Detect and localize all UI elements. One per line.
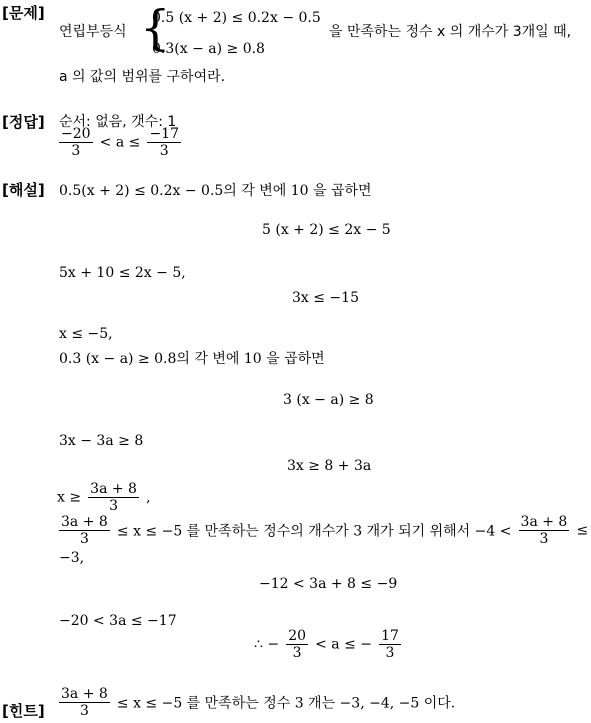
therefore-symbol: ∴ − bbox=[254, 636, 280, 653]
answer-middle: < a ≤ bbox=[99, 134, 141, 151]
hint-content bbox=[57, 686, 455, 719]
answer-fraction-upper: $\frac{-17}{3}$ bbox=[149, 126, 179, 159]
system-brace: { bbox=[140, 0, 171, 56]
solution-step-5: x ≤ −5, bbox=[59, 326, 113, 342]
solution-step-11-end: ≤ bbox=[576, 522, 589, 539]
solution-step-14: −20 < 3a ≤ −17 bbox=[59, 613, 177, 629]
problem-prefix: 연립부등식 bbox=[59, 24, 127, 40]
conclusion-fraction-upper: $\frac{17}{3}$ bbox=[381, 628, 399, 661]
hint-fraction: $\frac{3a + 8}{3}$ bbox=[61, 686, 108, 719]
solution-step-6: 0.3 (x − a) ≥ 0.8의 각 변에 10 을 곱하면 bbox=[59, 351, 325, 367]
solution-step-9: 3x ≥ 8 + 3a bbox=[287, 458, 372, 474]
problem-suffix: 을 만족하는 정수 x 의 개수가 3개일 때, bbox=[329, 24, 572, 40]
problem-inequality-2: 0.3(x − a) ≥ 0.8 bbox=[152, 41, 265, 57]
answer-label: [정답] bbox=[2, 113, 45, 131]
solution-step-11-middle: ≤ x ≤ −5 를 만족하는 정수의 개수가 3 개가 되기 위해서 −4 < bbox=[116, 523, 512, 540]
conclusion-middle: < a ≤ − bbox=[315, 636, 372, 653]
solution-step-12: −3, bbox=[59, 550, 85, 566]
conclusion-fraction-lower: $\frac{20}{3}$ bbox=[288, 628, 307, 661]
solution-step-11 bbox=[57, 514, 588, 547]
solution-step-4: 3x ≤ −15 bbox=[292, 290, 359, 306]
problem-line-2: a 의 값의 범위를 구하여라. bbox=[59, 69, 226, 85]
solution-step-10-fraction: $\frac{3a + 8}{3}$ bbox=[90, 481, 137, 514]
solution-conclusion bbox=[254, 628, 403, 661]
solution-step-7: 3 (x − a) ≥ 8 bbox=[283, 392, 374, 408]
answer-fraction-lower: $\frac{-20}{3}$ bbox=[61, 126, 91, 159]
solution-step-10-prefix: x ≥ bbox=[57, 489, 82, 506]
solution-label: [해설] bbox=[2, 181, 45, 199]
hint-text: ≤ x ≤ −5 를 만족하는 정수 3 개는 −3, −4, −5 이다. bbox=[116, 695, 456, 712]
hint-label: [힌트] bbox=[2, 702, 45, 720]
solution-step-1: 0.5(x + 2) ≤ 0.2x − 0.5의 각 변에 10 을 곱하면 bbox=[59, 183, 372, 199]
answer-line-1: 순서: 없음, 갯수: 1 bbox=[59, 114, 177, 130]
solution-step-10 bbox=[57, 481, 151, 514]
solution-step-13: −12 < 3a + 8 ≤ −9 bbox=[259, 576, 398, 592]
solution-step-11-fraction-left: $\frac{3a + 8}{3}$ bbox=[61, 514, 108, 547]
solution-step-10-suffix: , bbox=[146, 489, 151, 506]
solution-step-8: 3x − 3a ≥ 8 bbox=[59, 433, 144, 449]
answer-range bbox=[57, 126, 183, 159]
problem-label: [문제] bbox=[2, 4, 45, 22]
solution-step-2: 5 (x + 2) ≤ 2x − 5 bbox=[262, 222, 391, 238]
problem-inequality-1: 0.5 (x + 2) ≤ 0.2x − 0.5 bbox=[152, 10, 321, 26]
solution-step-11-fraction-right: $\frac{3a + 8}{3}$ bbox=[520, 514, 568, 547]
solution-step-3: 5x + 10 ≤ 2x − 5, bbox=[59, 265, 186, 281]
